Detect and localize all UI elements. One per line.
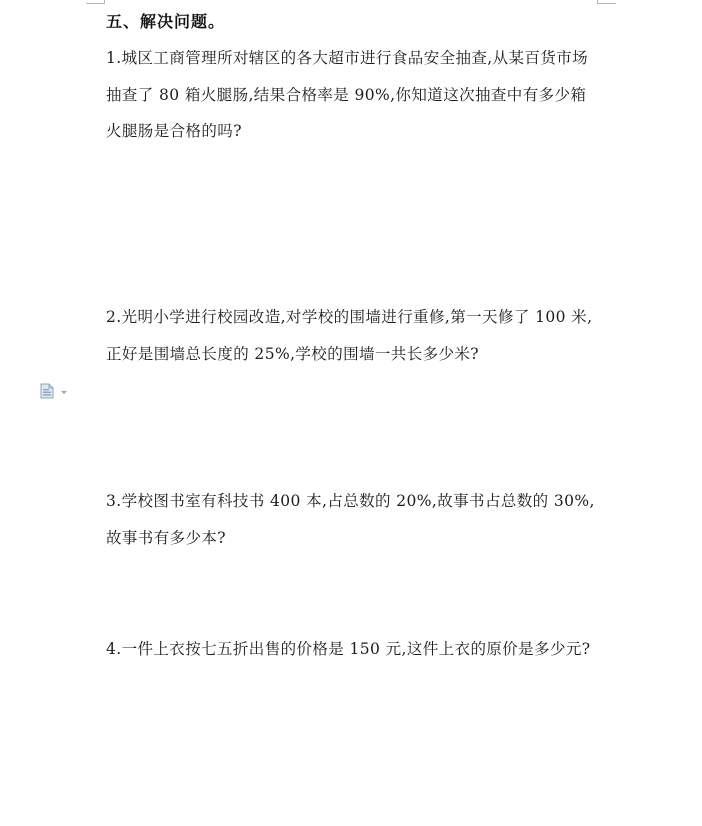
section-title: 五、解决问题。 — [106, 12, 226, 31]
document-icon — [40, 383, 54, 399]
chevron-down-icon[interactable] — [61, 391, 67, 394]
page-corner-mark-left — [86, 0, 105, 4]
question-2: 2.光明小学进行校园改造,对学校的围墙进行重修,第一天修了 100 米,正好是围墙总长度的 25%,学校的围墙一共长多少米? — [106, 308, 593, 363]
question-1: 1.城区工商管理所对辖区的各大超市进行食品安全抽查,从某百货市场抽查了 80 箱火腿肠,结果合格率是 90%,你知道这次抽查中有多少箱火腿肠是合格的吗? — [106, 49, 589, 140]
page-corner-mark-right — [597, 0, 616, 4]
paragraph-layout-button[interactable] — [40, 383, 67, 399]
question-3: 3.学校图书室有科技书 400 本,占总数的 20%,故事书占总数的 30%,故事书有多少本? — [106, 492, 595, 547]
question-4: 4.一件上衣按七五折出售的价格是 150 元,这件上衣的原价是多少元? — [106, 640, 591, 658]
